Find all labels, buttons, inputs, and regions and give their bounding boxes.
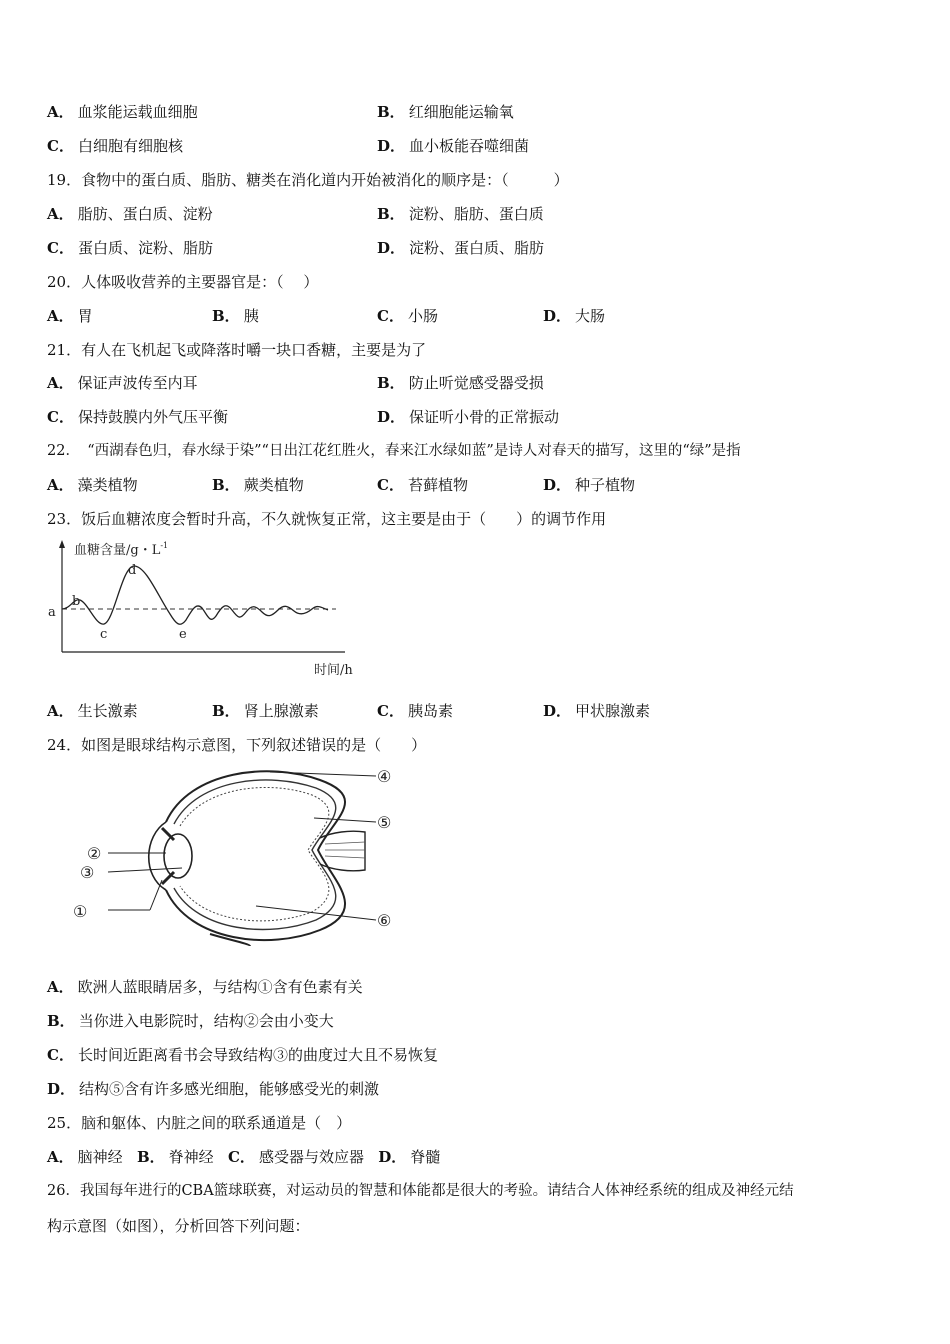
blood-sugar-graph bbox=[40, 536, 370, 682]
graph-y-arrow bbox=[59, 540, 65, 548]
eye-lens bbox=[164, 834, 192, 878]
q22-stem: 22． “西湖春色归，春水绿于染”“日出江花红胜火，春来江水绿如蓝”是诗人对春天的描写，这里的“绿”是指 bbox=[47, 443, 741, 459]
eye-label-3: ③ bbox=[80, 863, 95, 882]
q23-option-a: A． 生长激素 bbox=[47, 702, 138, 720]
q20-option-c: C． 小肠 bbox=[377, 307, 438, 325]
q22-option-a: A． 藻类植物 bbox=[47, 476, 138, 494]
eye-sclera bbox=[166, 771, 345, 940]
eye-iris-top bbox=[162, 828, 174, 840]
graph-y-label: 血糖含量/g・$L^{-1}$ bbox=[74, 541, 169, 558]
q21-option-c: C． 保持鼓膜内外气压平衡 bbox=[47, 408, 228, 426]
q19-option-c: C． 蛋白质、淀粉、脂肪 bbox=[47, 239, 213, 257]
q20-stem: 20．人体吸收营养的主要器官是：（ ） bbox=[47, 273, 319, 291]
eye-label-1: ① bbox=[73, 902, 88, 921]
eye-retina bbox=[180, 787, 329, 920]
leader-line-6 bbox=[256, 906, 376, 920]
graph-point-d: d bbox=[128, 563, 137, 578]
q25-option-a: A． 脑神经 bbox=[47, 1148, 123, 1166]
graph-point-e: e bbox=[179, 627, 187, 642]
q24-option-d: D． 结构⑤含有许多感光细胞，能够感受光的刺激 bbox=[47, 1080, 380, 1098]
q25-option-b: B． 脊神经 bbox=[136, 1148, 214, 1166]
q24-option-c: C． 长时间近距离看书会导致结构③的曲度过大且不易恢复 bbox=[47, 1046, 438, 1064]
eye-iris-bottom bbox=[162, 872, 174, 884]
leader-line-5 bbox=[314, 818, 376, 822]
q20-option-b: B． 胰 bbox=[212, 307, 259, 325]
eye-label-2: ② bbox=[87, 844, 102, 863]
q23-option-d: D． 甲状腺激素 bbox=[543, 702, 651, 720]
q20-option-d: D． 大肠 bbox=[543, 307, 606, 325]
eye-nerve-fiber-1 bbox=[325, 842, 365, 844]
q21-option-b: B． 防止听觉感受器受损 bbox=[377, 374, 544, 392]
q25-option-c: C． 感受器与效应器 bbox=[227, 1148, 364, 1166]
q22-option-c: C． 苔藓植物 bbox=[377, 476, 468, 494]
q19-option-d: D． 淀粉、蛋白质、脂肪 bbox=[377, 239, 545, 257]
q22-option-b: B． 蕨类植物 bbox=[212, 476, 304, 494]
leader-line-3 bbox=[108, 868, 182, 872]
q20-option-a: A． 胃 bbox=[47, 307, 93, 325]
q19-option-a: A． 脂肪、蛋白质、淀粉 bbox=[47, 205, 213, 223]
eye-label-5: ⑤ bbox=[377, 813, 392, 832]
eye-structure-diagram bbox=[70, 760, 410, 955]
q23-stem: 23．饭后血糖浓度会暂时升高，不久就恢复正常，这主要是由于（ ）的调节作用 bbox=[47, 510, 607, 528]
q26-stem-line1: 26．我国每年进行的CBA篮球联赛，对运动员的智慧和体能都是很大的考验。请结合人体神经系统的组成及神经元结 bbox=[47, 1183, 794, 1199]
q26-stem-line2: 构示意图（如图），分析回答下列问题： bbox=[47, 1217, 310, 1235]
q19-stem: 19．食物中的蛋白质、脂肪、糖类在消化道内开始被消化的顺序是：（ ） bbox=[47, 171, 569, 189]
q18-option-a: A． 血浆能运载血细胞 bbox=[47, 103, 198, 121]
q18-option-b: B． 红细胞能运输氧 bbox=[377, 103, 514, 121]
q19-option-b: B． 淀粉、脂肪、蛋白质 bbox=[377, 205, 544, 223]
eye-nerve-fiber-3 bbox=[325, 856, 365, 858]
q25-option-d: D． 脊髓 bbox=[378, 1148, 441, 1166]
q18-option-c: C． 白细胞有细胞核 bbox=[47, 137, 183, 155]
q18-option-d: D． 血小板能吞噬细菌 bbox=[377, 137, 530, 155]
graph-point-c: c bbox=[100, 627, 108, 642]
eye-label-6: ⑥ bbox=[377, 911, 392, 930]
q24-option-b: B． 当你进入电影院时，结构②会由小变大 bbox=[47, 1012, 334, 1030]
q24-stem: 24．如图是眼球结构示意图，下列叙述错误的是（ ） bbox=[47, 736, 427, 754]
q21-option-a: A． 保证声波传至内耳 bbox=[47, 374, 198, 392]
graph-curve bbox=[62, 566, 328, 624]
graph-x-label: 时间/h bbox=[314, 663, 353, 678]
q24-option-a: A． 欧洲人蓝眼睛居多，与结构①含有色素有关 bbox=[47, 978, 363, 996]
eye-label-4: ④ bbox=[377, 767, 392, 786]
q23-option-b: B． 肾上腺激素 bbox=[212, 702, 319, 720]
graph-point-a: a bbox=[48, 605, 56, 620]
leader-line-1b bbox=[150, 880, 162, 910]
q23-option-c: C． 胰岛素 bbox=[377, 702, 453, 720]
q25-stem: 25．脑和躯体、内脏之间的联系通道是（ ） bbox=[47, 1114, 352, 1132]
graph-point-b: b bbox=[72, 594, 81, 609]
q22-option-d: D． 种子植物 bbox=[543, 476, 636, 494]
leader-line-4 bbox=[270, 772, 376, 776]
q25-options bbox=[47, 1147, 440, 1167]
q21-option-d: D． 保证听小骨的正常振动 bbox=[377, 408, 560, 426]
q21-stem: 21．有人在飞机起飞或降落时嚼一块口香糖，主要是为了 bbox=[47, 341, 427, 359]
